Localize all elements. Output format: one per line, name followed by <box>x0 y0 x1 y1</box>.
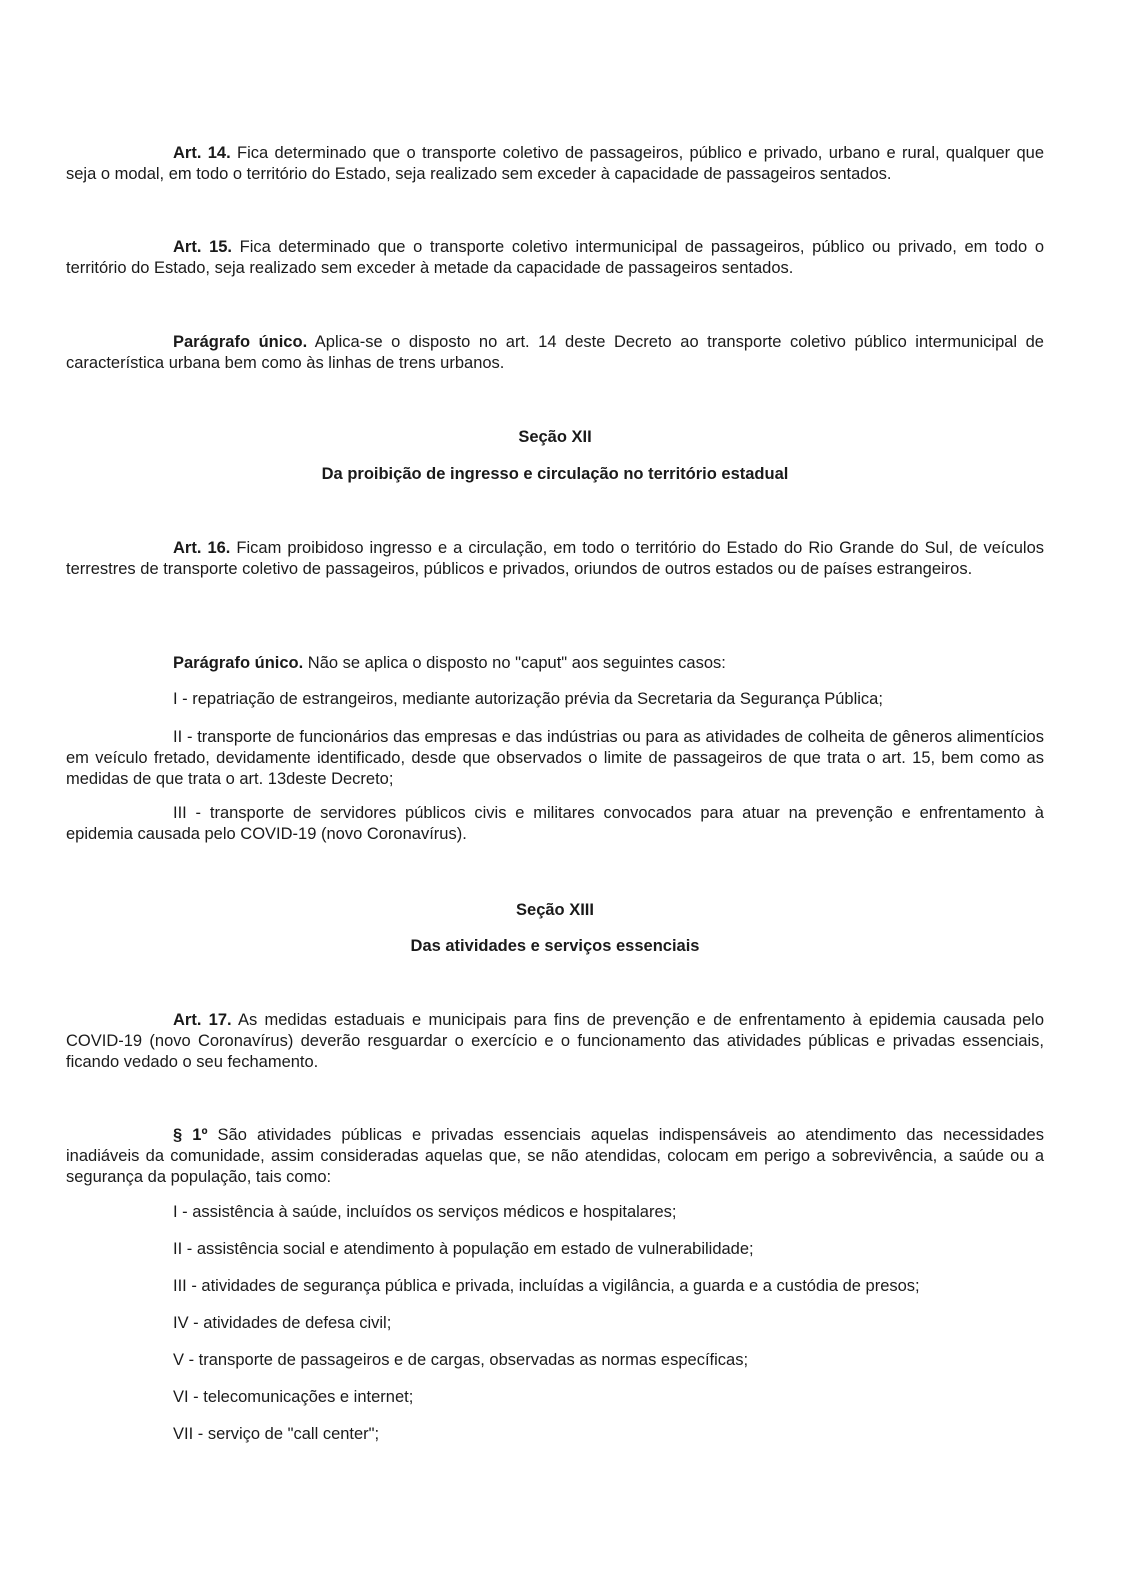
list-item: VII - serviço de "call center"; <box>173 1425 380 1443</box>
paragraph-label: Parágrafo único. <box>173 654 304 672</box>
paragraph-text: Não se aplica o disposto no "caput" aos seguintes casos: <box>303 654 726 672</box>
article-15 <box>66 237 1044 279</box>
article-17 <box>66 1010 1044 1073</box>
section-13-subtitle: Das atividades e serviços essenciais <box>410 937 700 955</box>
article-17-paragraph-1 <box>66 1125 1044 1188</box>
article-16-sole-paragraph <box>66 653 1044 674</box>
article-14 <box>66 143 1044 185</box>
list-item: V - transporte de passageiros e de cargas, observadas as normas específicas; <box>173 1351 749 1369</box>
article-label: Art. 16. <box>173 539 231 557</box>
section-13-title: Seção XIII <box>516 901 594 919</box>
paragraph-text: São atividades públicas e privadas essenciais aquelas indispensáveis ao atendimento das necessidades inadiáveis da comunidade, assim consideradas aquelas que, se não atendidas, colocam em perigo a sobrevivência, a saúde ou a segurança da população, tais como: <box>66 1126 1044 1186</box>
section-12-subtitle: Da proibição de ingresso e circulação no território estadual <box>321 465 789 483</box>
article-15-sole-paragraph <box>66 332 1044 374</box>
article-text: As medidas estaduais e municipais para fins de prevenção e de enfrentamento à epidemia causada pelo COVID-19 (novo Coronavírus) deverão resguardar o exercício e o funcionamento das atividades públicas e privadas essenciais, ficando vedado o seu fechamento. <box>66 1011 1045 1071</box>
article-label: Art. 14. <box>173 144 231 162</box>
list-item: IV - atividades de defesa civil; <box>173 1314 392 1332</box>
article-text: Fica determinado que o transporte coletivo de passageiros, público e privado, urbano e rural, qualquer que seja o modal, em todo o território do Estado, seja realizado sem exceder à capacidade de passageiros sentados. <box>66 144 1045 183</box>
list-item: III - atividades de segurança pública e privada, incluídas a vigilância, a guarda e a custódia de presos; <box>173 1277 920 1295</box>
article-text: Ficam proibidoso ingresso e a circulação, em todo o território do Estado do Rio Grande do Sul, de veículos terrestres de transporte coletivo de passageiros, públicos e privados, oriundos de outros estados ou de países estrangeiros. <box>66 539 1044 578</box>
article-16 <box>66 538 1044 580</box>
list-item: III - transporte de servidores públicos civis e militares convocados para atuar na prevenção e enfrentamento à epidemia causada pelo COVID-19 (novo Coronavírus). <box>66 804 1044 843</box>
list-item: VI - telecomunicações e internet; <box>173 1388 414 1406</box>
article-text: Fica determinado que o transporte coletivo intermunicipal de passageiros, público ou privado, em todo o território do Estado, seja realizado sem exceder à metade da capacidade de passageiros sentados. <box>66 238 1044 277</box>
article-label: Art. 17. <box>173 1011 232 1029</box>
paragraph-label: Parágrafo único. <box>173 333 308 351</box>
list-item: II - transporte de funcionários das empresas e das indústrias ou para as atividades de colheita de gêneros alimentícios em veículo fretado, devidamente identificado, desde que observados o limite de passageiros de que trata o art. 15, bem como as medidas de que trata o art. 13deste Decreto; <box>66 728 1044 788</box>
article-label: Art. 15. <box>173 238 233 256</box>
list-item: I - repatriação de estrangeiros, mediante autorização prévia da Secretaria da Segurança Pública; <box>173 690 883 708</box>
section-12-title: Seção XII <box>518 428 592 446</box>
list-item: I - assistência à saúde, incluídos os serviços médicos e hospitalares; <box>173 1203 677 1221</box>
list-item: II - assistência social e atendimento à população em estado de vulnerabilidade; <box>173 1240 754 1258</box>
paragraph-label: § 1º <box>173 1126 208 1144</box>
paragraph-text: Aplica-se o disposto no art. 14 deste Decreto ao transporte coletivo público intermunicipal de característica urbana bem como às linhas de trens urbanos. <box>66 333 1044 372</box>
